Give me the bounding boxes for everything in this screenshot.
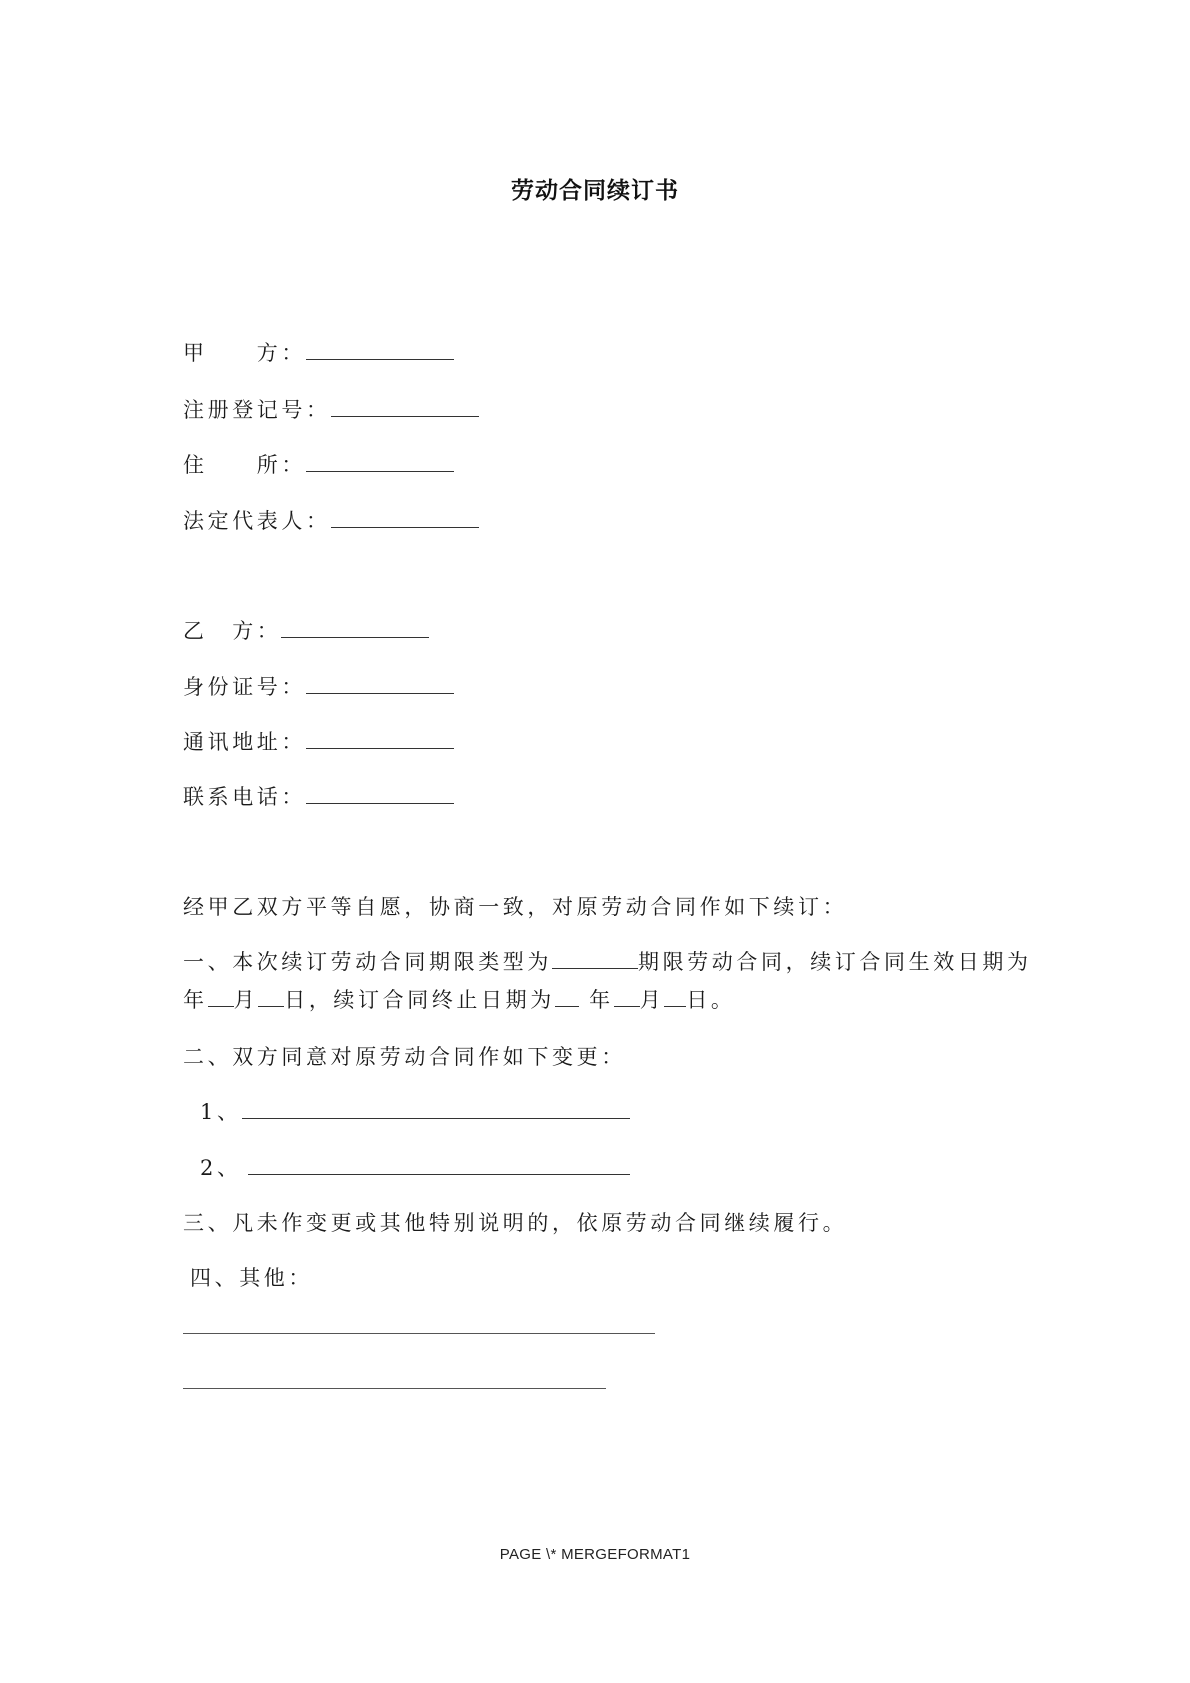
- page-footer: PAGE \* MERGEFORMAT1: [499, 1546, 691, 1563]
- clause-1-part-2: 期限劳动合同，续订合同生效日期为: [638, 950, 1032, 974]
- party-a-address-label: 住 所：: [183, 453, 306, 477]
- party-b-address-row: [183, 727, 454, 757]
- change-item-2-label: 2、: [200, 1156, 242, 1180]
- start-month-blank: [208, 988, 234, 1007]
- party-b-phone-label: 联系电话：: [183, 785, 306, 809]
- party-b-address-label: 通讯地址：: [183, 730, 306, 754]
- party-a-reg-label: 注册登记号：: [183, 398, 331, 422]
- end-day-blank: [664, 988, 686, 1007]
- clause-2-text: 二、双方同意对原劳动合同作如下变更：: [183, 1045, 626, 1069]
- document-title: 劳动合同续订书: [511, 177, 679, 204]
- party-a-rep-row: [183, 506, 479, 536]
- end-year-blank: [555, 988, 579, 1007]
- other-terms-line-1: [183, 1333, 655, 1334]
- change-item-2-blank: [248, 1156, 630, 1175]
- party-a-reg-blank: [331, 398, 479, 417]
- party-a-reg-row: [183, 395, 479, 425]
- party-b-id-label: 身份证号：: [183, 675, 306, 699]
- party-b-id-row: [183, 672, 454, 702]
- start-month-label: 月: [233, 988, 259, 1012]
- party-a-address-row: [183, 450, 454, 480]
- term-type-blank: [552, 950, 638, 969]
- party-b-address-blank: [306, 730, 454, 749]
- change-item-2: [200, 1153, 630, 1183]
- party-a-name-row: [183, 338, 454, 368]
- change-item-1-label: 1、: [200, 1100, 242, 1124]
- start-year-label: 年: [183, 988, 208, 1012]
- end-month-label: 月: [639, 988, 665, 1012]
- end-year-label: 年: [578, 988, 614, 1012]
- clause-1-part-1: 一、本次续订劳动合同期限类型为: [183, 950, 552, 974]
- clause-1-final: 日。: [686, 988, 736, 1012]
- start-day-blank: [258, 988, 284, 1007]
- end-month-blank: [614, 988, 640, 1007]
- clause-1-line-2: [183, 985, 736, 1015]
- party-b-name-blank: [281, 619, 429, 638]
- clause-1-line-1: [183, 947, 1032, 977]
- party-a-name-label: 甲 方：: [183, 341, 306, 365]
- party-b-phone-blank: [306, 785, 454, 804]
- other-terms-line-2: [183, 1388, 606, 1389]
- clause-4-text: 四、其他：: [190, 1266, 313, 1290]
- clause-3-text: 三、凡未作变更或其他特别说明的，依原劳动合同继续履行。: [183, 1211, 848, 1235]
- party-a-name-blank: [306, 341, 454, 360]
- clause-1-end-text: 日，续订合同终止日期为: [284, 988, 555, 1012]
- party-a-rep-label: 法定代表人：: [183, 509, 331, 533]
- change-item-1-blank: [242, 1100, 630, 1119]
- party-b-id-blank: [306, 675, 454, 694]
- change-item-1: [200, 1097, 630, 1127]
- party-a-address-blank: [306, 453, 454, 472]
- intro-text: 经甲乙双方平等自愿，协商一致，对原劳动合同作如下续订：: [183, 895, 848, 919]
- party-a-rep-blank: [331, 509, 479, 528]
- party-b-name-label: 乙 方：: [183, 619, 282, 643]
- party-b-name-row: [183, 616, 429, 646]
- party-b-phone-row: [183, 782, 454, 812]
